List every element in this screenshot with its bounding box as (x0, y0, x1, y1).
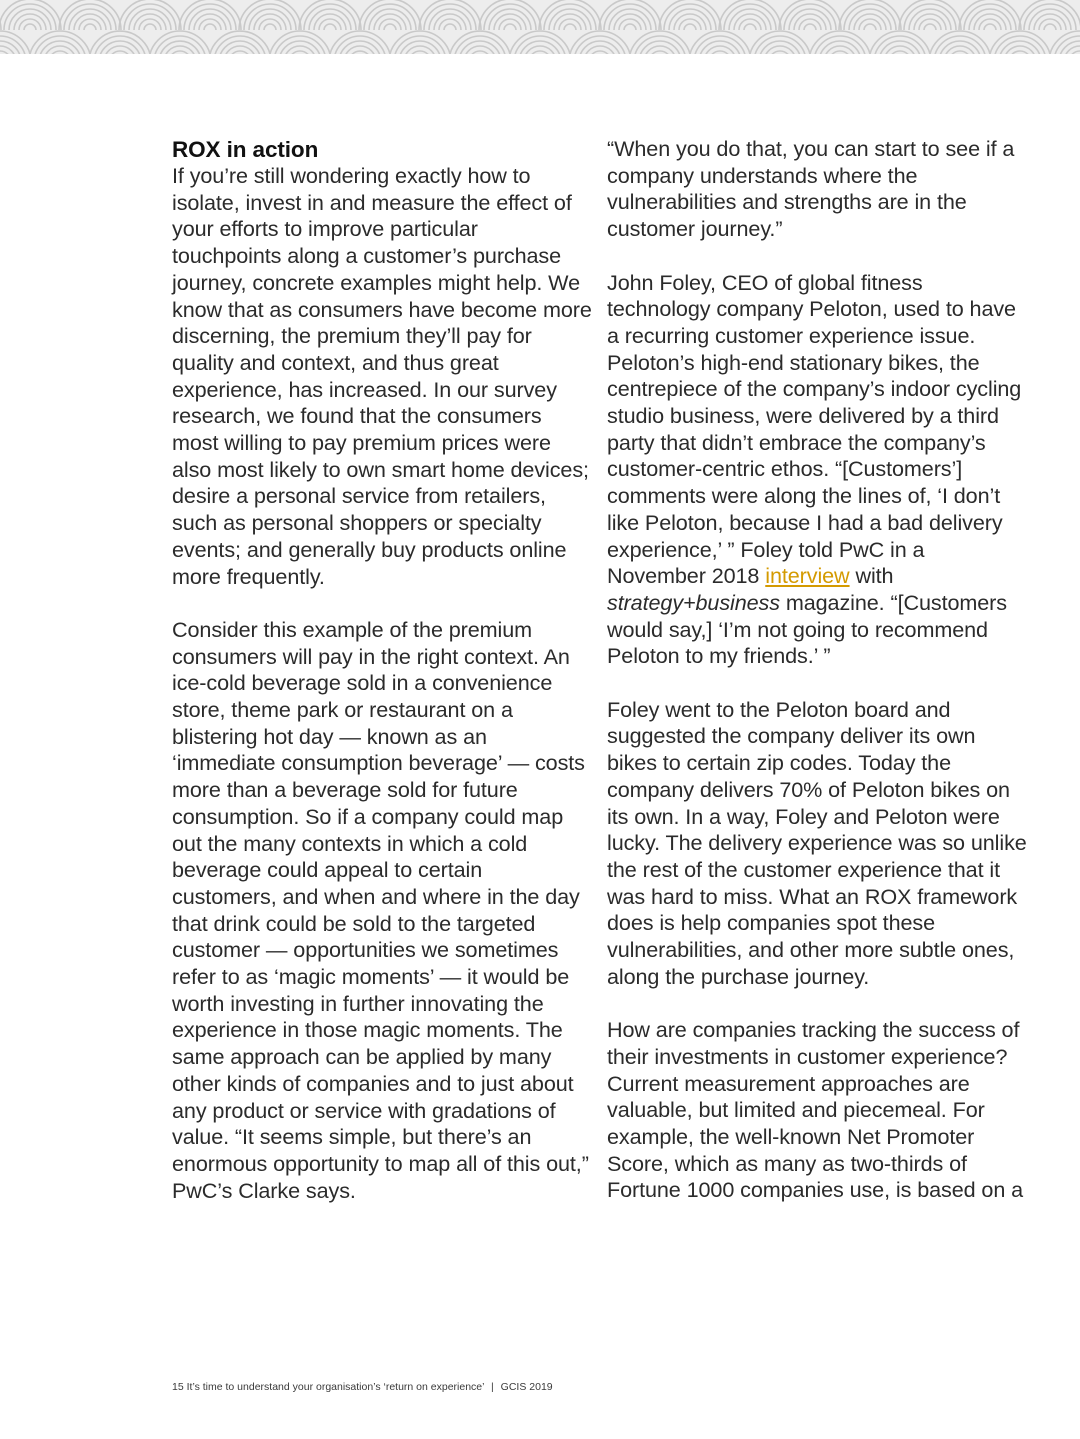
pattern-arc (229, 51, 251, 54)
pattern-arc (889, 51, 911, 54)
pattern-arc (964, 4, 1016, 30)
pattern-arc (1004, 46, 1036, 54)
pattern-arc (4, 4, 56, 30)
pattern-arc (684, 24, 696, 30)
footer-separator: | (491, 1381, 494, 1393)
pattern-arc (564, 24, 576, 30)
pattern-arc (0, 31, 31, 54)
paragraph-text: John Foley, CEO of global fitness technology company Peloton, used to have a recurring customer experience issue. Peloton’s high-end stationary bikes, the centrepiece of the company’s indoor cycling studio business, were delivered by a third party that didn’t embrace the company’s customer-centric ethos. “[Customers’] comments were along the lines of, ‘I don’t like Peloton, because I had a bad delivery experience,’ ” Foley told PwC in a November 2018 (607, 269, 1022, 589)
pattern-arc (744, 24, 756, 30)
pattern-arc (864, 24, 876, 30)
pattern-arc (0, 46, 16, 54)
pattern-arc (364, 4, 416, 30)
pattern-arc (784, 4, 836, 30)
left-column (172, 136, 592, 1204)
pattern-arc (824, 46, 856, 54)
pattern-arc (84, 24, 96, 30)
pattern-arc (999, 41, 1041, 54)
pattern-arc (484, 4, 536, 30)
pattern-arc (224, 46, 256, 54)
pattern-arc (399, 41, 441, 54)
pattern-arc (924, 24, 936, 30)
pattern-arc (204, 24, 216, 30)
pattern-arc (279, 41, 321, 54)
pattern-arc (724, 4, 776, 30)
pattern-arc (644, 46, 676, 54)
pattern-arc (349, 51, 371, 54)
paragraph-text: magazine. “[Customers would say,] ‘I’m not going to recommend Peloton to my friends.’ ” (607, 589, 1007, 669)
pattern-arc (884, 46, 916, 54)
pattern-arc (819, 41, 861, 54)
pattern-arc (709, 51, 731, 54)
pattern-arc (769, 51, 791, 54)
pattern-arc (49, 51, 71, 54)
pattern-arc (844, 4, 896, 30)
pattern-arc (949, 51, 971, 54)
pattern-arc (699, 41, 741, 54)
pattern-arc (544, 4, 596, 30)
pattern-arc (624, 24, 636, 30)
pattern-arc (944, 46, 976, 54)
body-paragraph: If you’re still wondering exactly how to isolate, invest in and measure the effect of your efforts to improve particular touchpoints along a customer’s purchase journey, concrete examples might help. We know that as consumers have become more discerning, the premium they’ll pay for quality and context, and thus great experience, has increased. In our survey research, we found that the consumers most willing to pay premium prices were also most likely to own smart home devices; desire a personal service from retailers, such as personal shoppers or specialty events; and generally buy products online more frequently. (172, 163, 592, 589)
pattern-arc (639, 41, 681, 54)
body-paragraph (607, 270, 1027, 671)
pattern-arc (464, 46, 496, 54)
pattern-arc (524, 46, 556, 54)
pattern-arc (459, 41, 501, 54)
pattern-arc (904, 4, 956, 30)
pattern-arc (1009, 51, 1031, 54)
right-column (607, 136, 1027, 1204)
pattern-arc (219, 41, 261, 54)
pattern-arc (704, 46, 736, 54)
pattern-arc (589, 51, 611, 54)
pattern-arc (104, 46, 136, 54)
body-paragraph: Consider this example of the premium consumers will pay in the right context. An ice-cold beverage sold in a convenience store, theme park or restaurant on a blistering hot day — known as an ‘immediate consumption beverage’ — costs more than a beverage sold for future consumption. So if a company could map out the many contexts in which a cold beverage could appeal to certain customers, and when and where in the day that drink could be sold to the targeted customer — opportunities we sometimes refer to as ‘magic moments’ — it would be worth investing in further innovating the experience in those magic moments. The same approach can be applied by many other kinds of companies and to just about any product or service with gradations of value. “It seems simple, but there’s an enormous opportunity to map all of this out,” PwC’s Clarke says. (172, 616, 589, 1203)
pattern-arc (344, 46, 376, 54)
pattern-arc (764, 46, 796, 54)
interview-link[interactable]: interview (765, 563, 850, 589)
pattern-arc (424, 4, 476, 30)
footer-title: It’s time to understand your organisation’s ‘return on experience’ (186, 1381, 485, 1393)
pattern-arc (1064, 46, 1080, 54)
pattern-arc (124, 4, 176, 30)
pattern-arc (159, 41, 201, 54)
pattern-arc (169, 51, 191, 54)
header-pattern-banner (0, 0, 1080, 54)
pattern-arc (579, 41, 621, 54)
pattern-arc (604, 4, 656, 30)
pattern-arc (444, 24, 456, 30)
pattern-arc (879, 41, 921, 54)
pattern-arc (264, 24, 276, 30)
pattern-arc (404, 46, 436, 54)
pattern-arc (284, 46, 316, 54)
pattern-arc (759, 41, 801, 54)
pattern-arc (529, 51, 551, 54)
page-number: 15 (172, 1381, 184, 1393)
pattern-arc (39, 41, 81, 54)
pattern-arc (324, 24, 336, 30)
pattern-arc (409, 51, 431, 54)
pattern-arc (939, 41, 981, 54)
magazine-name: strategy+business (607, 589, 780, 615)
pattern-arc (0, 0, 1, 30)
page-footer (172, 1380, 553, 1394)
pattern-arc (1024, 4, 1076, 30)
pattern-arc (1044, 24, 1056, 30)
pattern-arc (164, 46, 196, 54)
pattern-arc (144, 24, 156, 30)
pattern-arc (99, 41, 141, 54)
body-paragraph: How are companies tracking the success of their investments in customer experience? Current measurement approaches are valuable, but limited and piecemeal. For example, the well-known Net Promoter Score, which as many as two-thirds of Fortune 1000 companies use, is based on a (607, 1017, 1024, 1203)
pattern-arc (1049, 31, 1080, 54)
pattern-arc (64, 4, 116, 30)
pattern-arc (0, 51, 11, 54)
pattern-arc (289, 51, 311, 54)
pattern-arc (109, 51, 131, 54)
quote-paragraph: “When you do that, you can start to see if a company understands where the vulnerabilities and strengths are in the customer journey.” (607, 136, 1015, 242)
paragraph-text: with (849, 563, 894, 589)
pattern-arc (244, 4, 296, 30)
pattern-arc (304, 4, 356, 30)
pattern-arc (339, 41, 381, 54)
pattern-arc (24, 24, 36, 30)
pattern-arc (469, 51, 491, 54)
footer-publication: GCIS 2019 (500, 1381, 553, 1393)
pattern-arc (984, 24, 996, 30)
pattern-arc (584, 46, 616, 54)
section-heading: ROX in action (172, 137, 319, 162)
pattern-arc (664, 4, 716, 30)
pattern-arc (829, 51, 851, 54)
pattern-arc (519, 41, 561, 54)
pattern-arc (384, 24, 396, 30)
pattern-arc (504, 24, 516, 30)
pattern-arc (184, 4, 236, 30)
pattern-arc (44, 46, 76, 54)
pattern-arc (804, 24, 816, 30)
pattern-arc (649, 51, 671, 54)
pattern-arc (1069, 51, 1080, 54)
concentric-arc-pattern-icon (0, 0, 1080, 54)
body-paragraph: Foley went to the Peloton board and suggested the company deliver its own bikes to certain zip codes. Today the company delivers 70% of Peloton bikes on its own. In a way, Foley and Peloton were lucky. The delivery experience was so unlike the rest of the customer experience that it was hard to miss. What an ROX framework does is help companies spot these vulnerabilities, and other more subtle ones, along the purchase journey. (607, 696, 1027, 989)
